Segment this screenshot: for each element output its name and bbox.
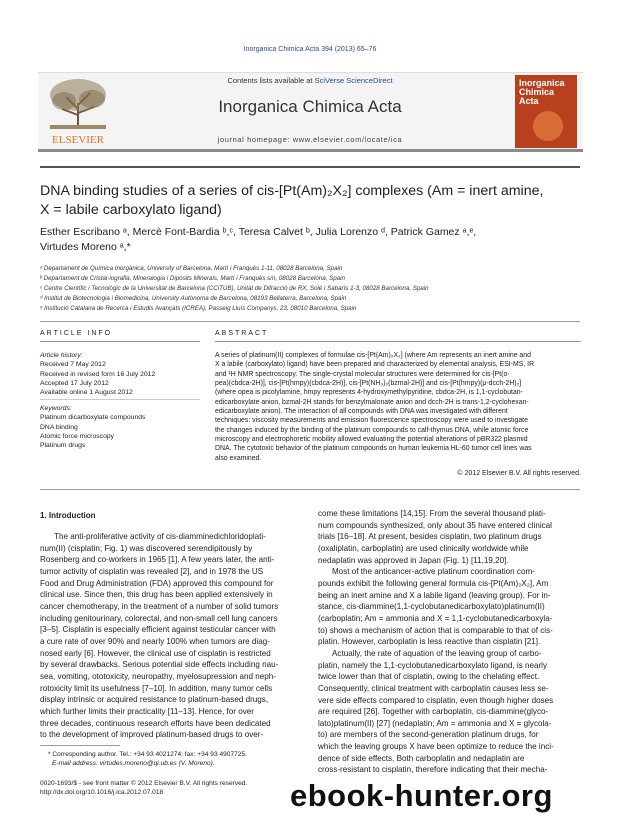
section-heading-introduction: 1. Introduction	[40, 511, 96, 520]
cover-graphic	[533, 111, 563, 141]
body-line: rotoxicity limit its usefulness [7–10]. In addition, many tumor cells	[40, 683, 273, 693]
body-line: nosed early [6]. However, the clinical use of cisplatin is restricted	[40, 648, 271, 658]
article-info-heading: ARTICLE INFO	[40, 330, 113, 337]
body-line: tumor activity of cisplatin was revealed [2], and in 1978 the US	[40, 566, 264, 576]
title-divider	[40, 166, 580, 168]
keywords-divider	[40, 399, 200, 400]
body-line: platin. However, carboplatin is less reactive than cisplatin [21].	[318, 637, 541, 647]
body-line: Actually, the rate of aquation of the leaving group of carbo-	[332, 648, 542, 658]
journal-cover	[515, 75, 577, 148]
abstract-bottom-rule	[40, 489, 580, 490]
abstract-heading: ABSTRACT	[215, 330, 269, 337]
body-line: are required [26]. Together with carboplatin, cis-diammine(glyco-	[318, 707, 549, 717]
sciencedirect-link[interactable]: SciVerse ScienceDirect	[314, 76, 393, 85]
body-line: Rosenberg and co-workers in 1965 [1]. A few years later, the anti-	[40, 555, 275, 565]
body-line: lato)platinum(II) [27] (nedaplatin; Am = ammonia and X = glycola-	[318, 718, 552, 728]
body-line: pounds exhibit the following general formula cis-[Pt(Am)₂X₂], Am	[318, 578, 549, 588]
body-line: (oxaliplatin, carboplatin) are used clinically worldwide while	[318, 543, 529, 553]
body-line: sea, vomiting, ototoxicity, neuropathy, myelosupression and neph-	[40, 671, 276, 681]
journal-homepage[interactable]: journal homepage: www.elsevier.com/locate/ica	[217, 135, 403, 144]
article-history	[40, 351, 200, 397]
body-line: display intrinsic or acquired resistance to platinum-based drugs,	[40, 695, 269, 705]
keyword: DNA binding	[40, 423, 78, 431]
body-line: dence of side effects. Both carboplatin and nedaplatin are	[318, 753, 525, 763]
body-left-column	[40, 531, 302, 741]
body-line: nedaplatin was approved in Japan (Fig. 1) [11,19,20].	[318, 555, 509, 565]
body-line: including genitourinary, colorectal, and non-small cell lung cancers	[40, 613, 278, 623]
body-line: stance, cis-diammine(1,1-cyclobutanedicarboxylato)platinum(II)	[318, 602, 545, 612]
body-line: which further limits their practicality [11–13]. Hence, for over	[40, 706, 254, 716]
contents-text: Contents lists available at	[227, 76, 315, 85]
body-line: which the leaving groups X have been optimize to reduce the inci-	[318, 742, 554, 752]
body-line: to) shows a mechanism of action that is comparable to that of cis-	[318, 625, 553, 635]
body-line: num compounds synthesized, only about 35 have entered clinical	[318, 520, 552, 530]
journal-title: Inorganica Chimica Acta	[218, 97, 402, 116]
body-line: vere side effects compared to cisplatin, even though higher doses	[318, 695, 554, 705]
history-online: Available online 1 August 2012	[40, 389, 133, 397]
body-line: platin, namely the 1,1-cyclobutanedicarboxylato ligand, is nearly	[318, 660, 548, 670]
body-line: cancer chemotherapy, in the treatment of a number of solid tumors	[40, 601, 279, 611]
keyword: Platinum dicarboxylate compounds	[40, 414, 146, 422]
abstract-line: also examined.	[215, 454, 262, 462]
authors-line-2: Virtudes Moreno ᵃ,*	[40, 241, 131, 253]
running-header: Inorganica Chimica Acta 394 (2013) 65–76	[243, 46, 377, 53]
abstract-line: microscopy and electrophoretic mobility allowed evaluating the potential alterations of pBR322 plasmid	[215, 436, 528, 444]
footnote-rule	[40, 745, 120, 746]
keywords-block	[40, 404, 200, 450]
abstract-line: and ¹H NMR spectroscopy. The single-crystal molecular structures were determined for cis-[Pt(o-	[215, 370, 510, 378]
title-line-2: X = labile carboxylato ligand)	[40, 202, 222, 218]
body-line: Most of the anticancer-active platinum coordination com-	[332, 567, 535, 577]
cover-title: Inorganica Chimica Acta	[519, 78, 565, 106]
affiliation-b: ᵇ Departament de Cristal·lografia, Mineralogia i Dipòsits Minerals, Martí i Franquès s/n, 08028 Barcelona, Spain	[40, 275, 345, 282]
body-line: clinical use. Since then, this drug has been applied extensively in	[40, 590, 273, 600]
body-line: come these limitations [14,15]. From the several thousand plati-	[318, 509, 546, 518]
history-accepted: Accepted 17 July 2012	[40, 379, 109, 387]
history-label: Article history:	[40, 352, 83, 359]
body-line: being an inert amine and X a labile ligand (leaving group). For in-	[318, 590, 551, 600]
watermark: ebook-hunter.org	[290, 778, 553, 813]
abstract-line: X a labile (carboxylato) ligand) have been prepared and characterized by elemental analysis, ESI-MS, IR	[215, 361, 535, 369]
affiliation-a: ᵃ Departament de Química Inorgànica, University of Barcelona, Martí i Franquès 1-11, 08028 Barcelona, Spain	[40, 265, 343, 272]
footnote-email[interactable]: E-mail address: virtudes.moreno@qi.ub.es (V. Moreno).	[52, 760, 215, 767]
issn-line: 0020-1693/$ - see front matter © 2012 Elsevier B.V. All rights reserved.	[40, 780, 248, 787]
body-line: by several drawbacks. Serious potential side effects including nau-	[40, 660, 279, 670]
header-divider	[40, 321, 580, 322]
authors-line-1: Esther Escribano ᵃ, Mercè Font-Bardia ᵇ,ᶜ, Teresa Calvet ᵇ, Julia Lorenzo ᵈ, Patrick Gamez ᵃ,ᵉ,	[40, 226, 477, 238]
abstract-line: pea)(cbdca-2H)], cis-[Pt(hmpy)(cbdca-2H)], cis-[Pt(NH₃)₂(bzmal-2H)] and cis-[Pt(hmpy)(μ-dcch-2H)₂]	[215, 380, 522, 388]
keyword: Atomic force microscopy	[40, 432, 115, 440]
body-line: (carboplatin; Am = ammonia and X = 1,1-cyclobutanedicarboxyla-	[318, 613, 553, 623]
abstract-line: edicarboxylate anion). The interaction of all compounds with DNA was investigated with different	[215, 408, 508, 416]
abstract-line: DNA. The cytotoxic behavior of the platinum compounds on human leukemia HL-60 tumor cell lines was	[215, 445, 532, 453]
history-revised: Received in revised form 16 July 2012	[40, 370, 156, 378]
affiliation-d: ᵈ Institut de Biotecnologia i Biomedicina, University Autònoma de Barcelona, 08193 Bellaterra, Barcelona, Spain	[40, 295, 347, 302]
abstract-line: the changes induced by the binding of the platinum compounds to calf-thymus DNA, while atomic force	[215, 426, 529, 434]
title-line-1: DNA binding studies of a series of cis-[Pt(Am)₂X₂] complexes (Am = inert amine,	[40, 183, 544, 199]
body-line: num(II) (cisplatin; Fig. 1) was discovered serendipitously by	[40, 543, 253, 553]
affiliation-e: ᵉ Institució Catalana de Recerca i Estudis Avançats (ICREA), Passeig Lluís Companys, 23, 08010 Barcelona, Spain	[40, 305, 357, 312]
body-line: Food and Drug Administration (FDA) approved this compound for	[40, 578, 274, 588]
info-rule	[40, 341, 200, 342]
body-right-column	[318, 508, 580, 776]
body-line: cross-resistant to cisplatin, therefore indicating that their mecha-	[318, 765, 548, 775]
body-line: The anti-proliferative activity of cis-diamminedichloridoplati-	[54, 532, 266, 541]
body-line: to the development of improved platinum-based drugs to over-	[40, 730, 264, 740]
body-line: [3–5]. Cisplatin is especially efficient against testicular cancer with	[40, 625, 276, 635]
history-received: Received 7 May 2012	[40, 361, 106, 369]
footnote-corresponding: * Corresponding author. Tel.: +34 93 4021274; fax: +34 93 4907725.	[48, 751, 247, 758]
copyright-line: © 2012 Elsevier B.V. All rights reserved.	[457, 470, 581, 477]
abstract-line: techniques: viscosity measurements and emission fluorescence spectroscopy were used to investigate	[215, 417, 528, 425]
abstract-line: (where opea is picolylamine, hmpy represents 4-hydroxymethylpyridine, cbdca-2H, is 1,1-cyclobutan-	[215, 389, 523, 397]
body-line: three decades, continuous research efforts have been dedicated	[40, 718, 271, 728]
body-line: a cure rate of over 90% and nearly 100% when tumors are diag-	[40, 636, 270, 646]
body-line: twice lower than that of cisplatin, owing to the chelating effect.	[318, 672, 540, 682]
body-line: trials [16–18]. At present, besides cisplatin, two platinum drugs	[318, 532, 542, 542]
affiliation-c: ᶜ Centre Científic i Tecnològic de la Universitat de Barcelona (CCiTUB), Unitat de Difracció de RX, Solé i Sabarís 1-3, 08028 Barcelona, Spain	[40, 285, 429, 292]
keyword: Platinum drugs	[40, 442, 86, 450]
article-title	[40, 182, 580, 220]
keywords-label: Keywords:	[40, 405, 72, 412]
author-list	[40, 225, 580, 255]
abstract-line: edicarboxylate anion, bzmal-2H stands for benzylmalonate anion and dcch-2H is trans-1,2-cyclohexan-	[215, 398, 529, 406]
publisher-wordmark: ELSEVIER	[52, 134, 104, 146]
abstract-body	[215, 351, 581, 463]
abstract-line: A series of platinum(II) complexes of formulae cis-[Pt(Am)₂X₂] (where Am represents an inert amine and	[215, 352, 531, 359]
body-line: to) are members of the second-generation platinum drugs, for	[318, 730, 539, 740]
doi-link[interactable]: http://dx.doi.org/10.1016/j.ica.2012.07.018	[40, 789, 164, 796]
body-line: Consequently, clinical treatment with carboplatin causes less se-	[318, 683, 549, 693]
abstract-rule	[215, 341, 581, 342]
